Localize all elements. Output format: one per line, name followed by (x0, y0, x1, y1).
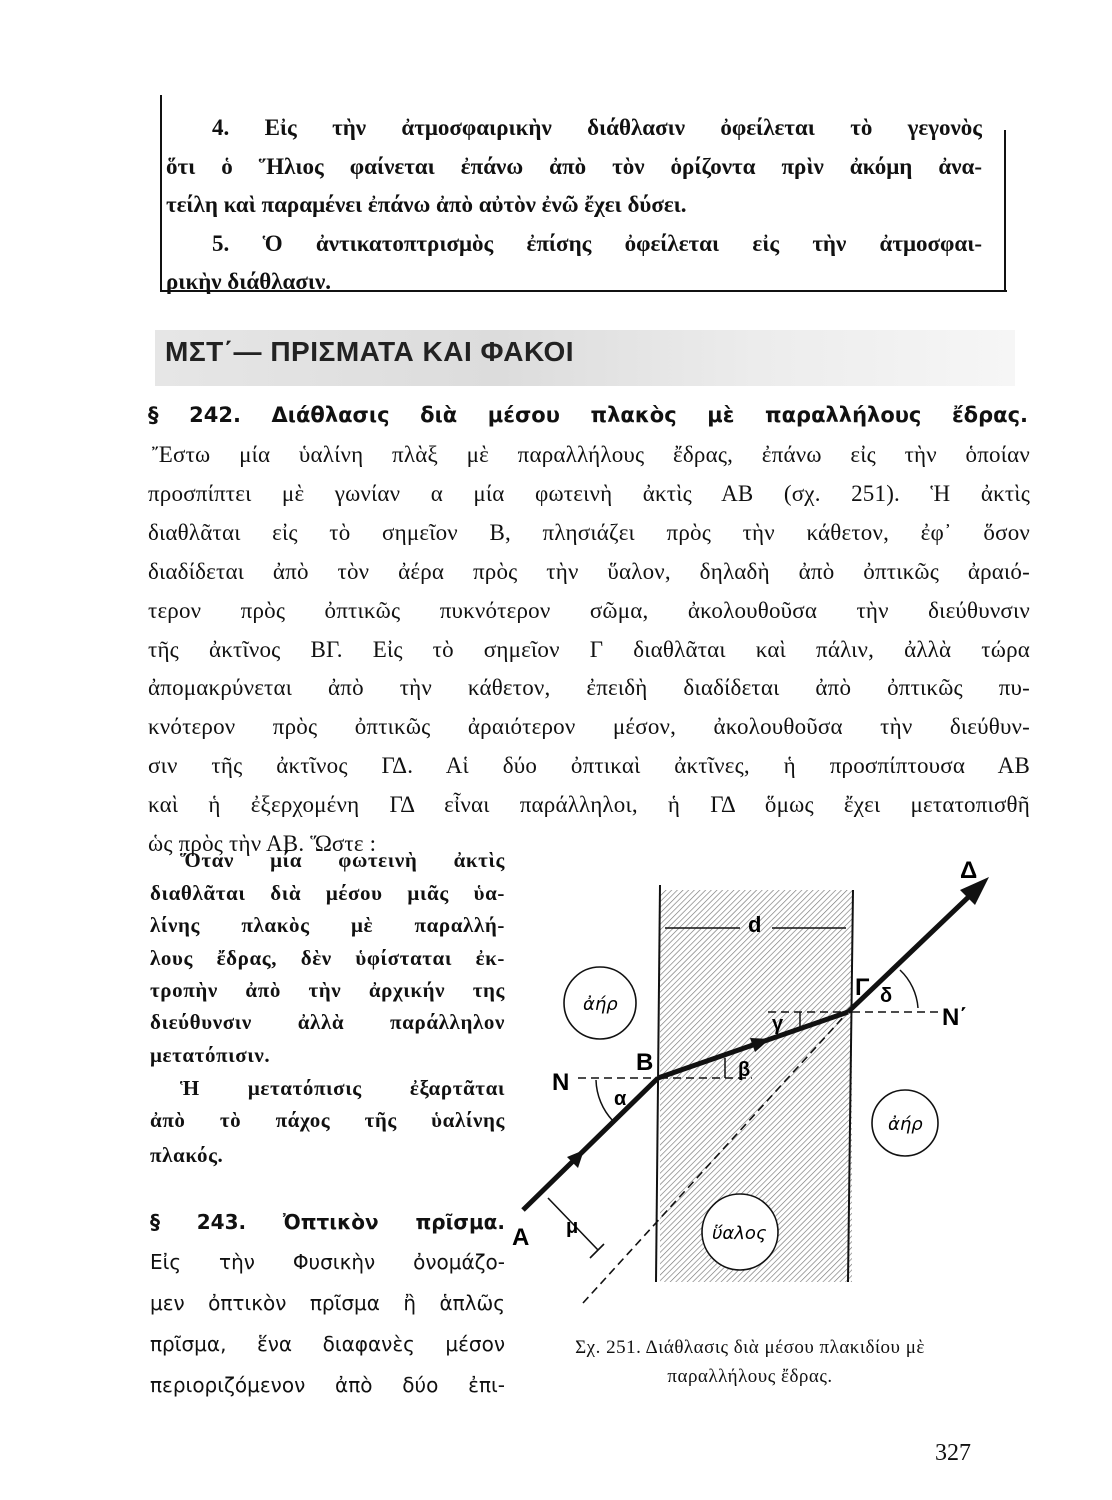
paragraph-line: πρῖσμα, ἕνα διαφανὲς μέσον (150, 1332, 505, 1356)
figure-caption-line-1: Σχ. 251. Διάθλασις διὰ μέσου πλακιδίου μὲ (575, 1337, 925, 1358)
label-d: d (748, 912, 762, 937)
section-242-title: § 242. Διάθλασις διὰ μέσου πλακὸς μὲ παραλλήλους ἔδρας. (148, 403, 1028, 427)
paragraph-line: μεν ὀπτικὸν πρῖσμα ἢ ἁπλῶς (150, 1291, 505, 1315)
paragraph-line: περιοριζόμενον ἀπὸ δύο ἐπι- (150, 1373, 505, 1397)
statement-line: λους ἔδρας, δὲν ὑφίσταται ἐκ- (150, 946, 505, 970)
label-delta: δ (880, 985, 893, 1007)
label-G: Γ (855, 974, 870, 1001)
label-beta: β (738, 1059, 751, 1081)
page-number: 327 (935, 1440, 971, 1466)
statement-line: ἀπὸ τὸ πάχος τῆς ὑαλίνης (150, 1108, 505, 1132)
paragraph-line: τερον πρὸς ὀπτικῶς πυκνότερον σῶμα, ἀκολουθοῦσα τὴν διεύθυνσιν (148, 597, 1030, 623)
statement-line: διεύθυνσιν ἀλλὰ παράλληλον (150, 1010, 505, 1034)
figure-caption-line-2: παραλλήλους ἔδρας. (667, 1366, 833, 1387)
label-air-left: ἀήρ (583, 994, 618, 1015)
box-right-border (1004, 130, 1006, 292)
label-N: Ν (552, 1069, 570, 1096)
paragraph-line: Εἰς τὴν Φυσικὴν ὀνομάζο- (150, 1250, 505, 1274)
statement-line: λίνης πλακὸς μὲ παραλλή- (150, 913, 505, 937)
label-glass: ὕαλος (712, 1223, 767, 1244)
label-alpha: α (614, 1088, 627, 1110)
angle-delta-arc (900, 970, 918, 1008)
angle-alpha-arc (596, 1080, 613, 1121)
paragraph-line: διαθλᾶται εἰς τὸ σημεῖον Β, πλησιάζει πρὸς τὴν κάθετον, ἐφ᾽ ὅσον (148, 519, 1030, 545)
paragraph-line: κνότερον πρὸς ὀπτικῶς ἀραιότερον μέσον, ἀκολουθοῦσα τὴν διεύθυν- (148, 714, 1030, 740)
label-A: Α (512, 1224, 530, 1251)
label-N-prime: Ν΄ (942, 1004, 968, 1031)
figure-251-refraction-diagram (500, 840, 1000, 1350)
paragraph-line: προσπίπτει μὲ γωνίαν α μία φωτεινὴ ἀκτὶς ΑΒ (σχ. 251). Ἡ ἀκτὶς (148, 480, 1030, 506)
statement-line: διαθλᾶται διὰ μέσου μιᾶς ὑα- (150, 881, 505, 905)
label-gamma: γ (772, 1013, 784, 1035)
box-line: ὅτι ὁ Ἥλιος φαίνεται ἐπάνω ἀπὸ τὸν ὁρίζοντα πρὶν ἀκόμη ἀνα- (166, 153, 982, 179)
box-line: ρικὴν διάθλασιν. (166, 269, 332, 294)
box-line: 4. Εἰς τὴν ἀτμοσφαιρικὴν διάθλασιν ὀφείλεται τὸ γεγονὸς (212, 115, 982, 140)
paragraph-line: Ἔστω μία ὑαλίνη πλὰξ μὲ παραλλήλους ἔδρας, ἐπάνω εἰς τὴν ὁποίαν (152, 442, 1030, 467)
paragraph-line: ἀπομακρύνεται ἀπὸ τὴν κάθετον, ἐπειδὴ διαδίδεται ἀπὸ ὀπτικῶς πυ- (148, 675, 1030, 701)
statement-line: τροπὴν ἀπὸ τὴν ἀρχικήν της (150, 978, 505, 1002)
paragraph-line: καὶ ἡ ἐξερχομένη ΓΔ εἶναι παράλληλοι, ἡ ΓΔ ὅμως ἔχει μετατοπισθῆ (148, 792, 1030, 818)
incident-ray-AB (523, 1078, 658, 1210)
paragraph-line: διαδίδεται ἀπὸ τὸν ἀέρα πρὸς τὴν ὕαλον, δηλαδὴ ἀπὸ ὀπτικῶς ἀραιό- (148, 558, 1030, 584)
statement-line: πλακός. (150, 1143, 224, 1167)
paragraph-line: ὡς πρὸς τὴν ΑΒ. Ὥστε : (148, 831, 377, 856)
box-line: 5. Ὁ ἀντικατοπτρισμὸς ἐπίσης ὀφείλεται εἰς τὴν ἀτμοσφαι- (212, 230, 982, 256)
paragraph-line: σιν τῆς ἀκτῖνος ΓΔ. Αἱ δύο ὀπτικαὶ ἀκτῖνες, ἡ προσπίπτουσα ΑΒ (148, 753, 1030, 779)
chapter-title: ΜΣΤ΄— ΠΡΙΣΜΑΤΑ ΚΑΙ ΦΑΚΟΙ (165, 336, 575, 367)
statement-line: Ἡ μετατόπισις ἐξαρτᾶται (180, 1076, 505, 1100)
label-air-right: ἀήρ (888, 1114, 923, 1135)
paragraph-line: τῆς ἀκτῖνος ΒΓ. Εἰς τὸ σημεῖον Γ διαθλᾶται καὶ πάλιν, ἀλλὰ τώρα (148, 636, 1030, 662)
box-line: τείλη καὶ παραμένει ἐπάνω ἀπὸ αὐτὸν ἐνῶ ἔχει δύσει. (166, 192, 687, 217)
section-243-title: § 243. Ὀπτικὸν πρῖσμα. (150, 1210, 505, 1234)
statement-line: μετατόπισιν. (150, 1043, 271, 1067)
label-D: Δ (960, 857, 978, 884)
label-mu: μ (566, 1216, 579, 1238)
statement-line: Ὅταν μία φωτεινὴ ἀκτὶς (180, 848, 505, 872)
label-B: Β (636, 1049, 654, 1076)
